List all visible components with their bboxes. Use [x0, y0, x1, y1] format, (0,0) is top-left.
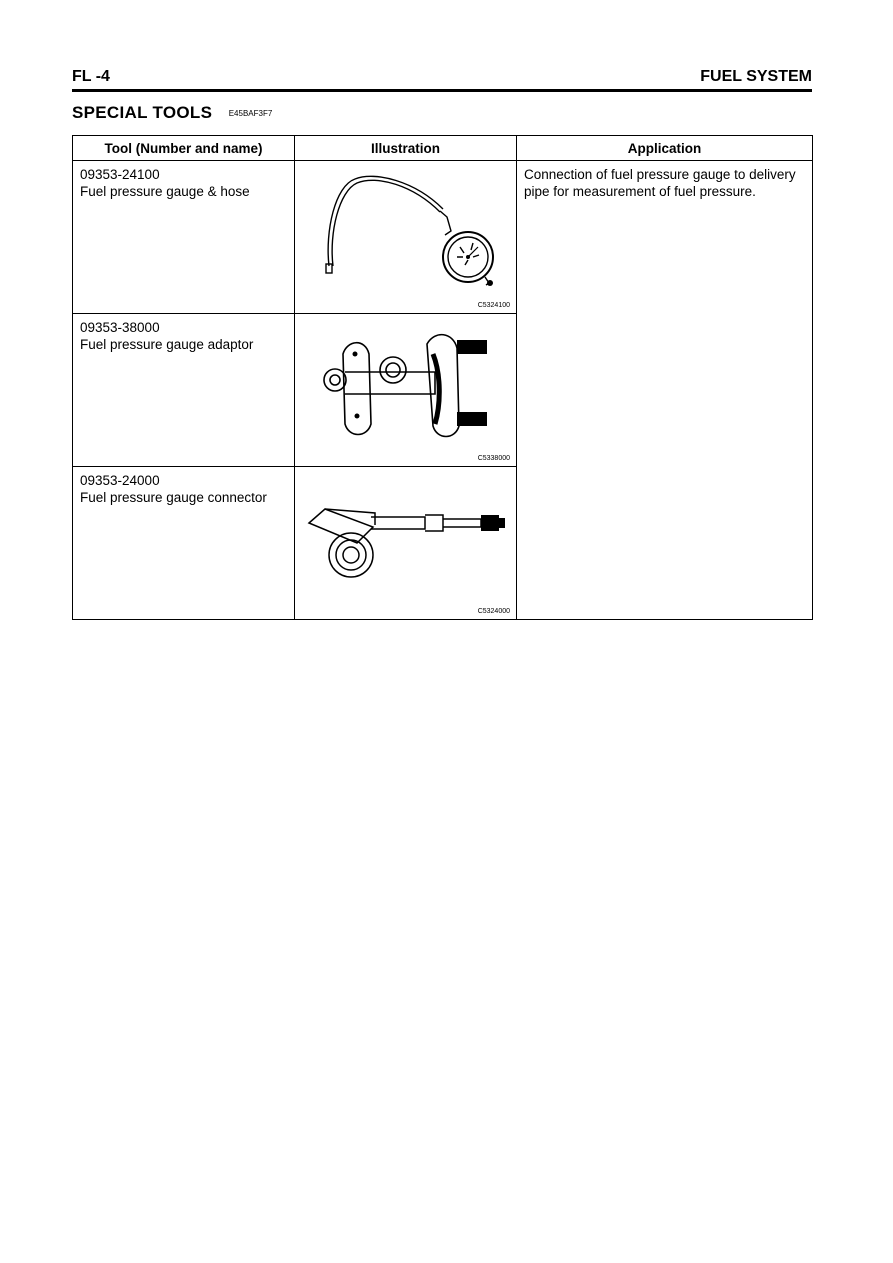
column-header-illustration: Illustration: [295, 136, 517, 161]
heading-text: SPECIAL TOOLS: [72, 103, 213, 122]
tool-number: 09353-24100: [80, 167, 160, 182]
table-row: [73, 161, 813, 314]
fuel-pressure-gauge-connector-illustration: [295, 467, 517, 619]
illustration-code: C5338000: [477, 455, 510, 462]
page-header: [72, 68, 812, 90]
tool-cell: [73, 314, 295, 467]
tool-number: 09353-38000: [80, 320, 160, 335]
tool-name: Fuel pressure gauge & hose: [80, 184, 250, 199]
application-cell: Connection of fuel pressure gauge to delivery pipe for measurement of fuel pressure.: [517, 161, 813, 620]
tool-cell: [73, 161, 295, 314]
illustration-cell: [295, 314, 517, 467]
tool-name: Fuel pressure gauge connector: [80, 490, 267, 505]
tool-number: 09353-24000: [80, 473, 160, 488]
page-number: FL -4: [72, 68, 110, 85]
table-header-row: [73, 136, 813, 161]
column-header-application: Application: [517, 136, 813, 161]
section-title: FUEL SYSTEM: [700, 68, 812, 85]
heading-code: E45BAF3F7: [228, 109, 273, 118]
header-rule: [72, 89, 812, 92]
section-heading: [72, 103, 272, 123]
illustration-code: C5324000: [477, 608, 510, 615]
illustration-code: C5324100: [477, 302, 510, 309]
fuel-pressure-gauge-hose-illustration: [295, 161, 517, 313]
column-header-tool: Tool (Number and name): [73, 136, 295, 161]
tool-name: Fuel pressure gauge adaptor: [80, 337, 254, 352]
special-tools-table: [72, 135, 813, 620]
illustration-cell: [295, 161, 517, 314]
fuel-pressure-gauge-adaptor-illustration: [295, 314, 517, 466]
tool-cell: [73, 467, 295, 620]
illustration-cell: [295, 467, 517, 620]
